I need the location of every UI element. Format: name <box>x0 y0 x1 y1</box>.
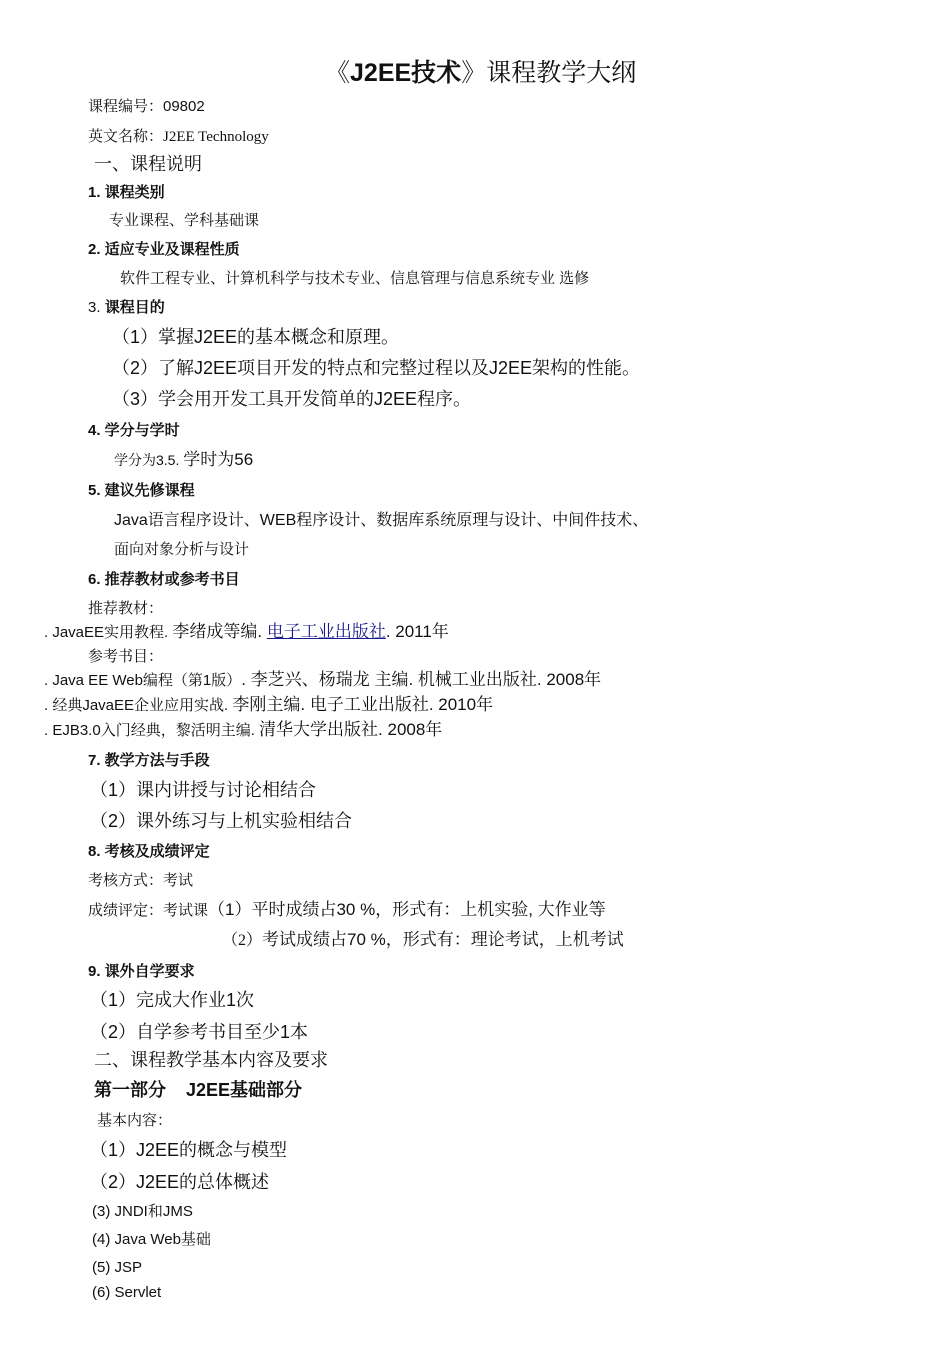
category-heading: 1. 课程类别 <box>88 184 165 201</box>
hours-value: 学时为56 <box>183 450 254 469</box>
credits-heading: 4. 学分与学时 <box>88 422 180 439</box>
title-bracket-open: 《 <box>325 60 351 87</box>
grade-regular: （1）平时成绩占30 %，形式有：上机实验, 大作业等 <box>208 900 606 919</box>
textbook-year: . 2011年 <box>385 622 449 641</box>
ref-books-label: 参考书目： <box>88 648 164 665</box>
assessment-heading: 8. 考核及成绩评定 <box>88 843 210 860</box>
objectives-title: 课程目的 <box>104 299 165 316</box>
objectives-heading <box>88 299 165 317</box>
grade-label: 成绩评定：考试课 <box>88 902 209 919</box>
textbook-author: 李绪成等编. <box>172 622 267 641</box>
method-item: （1）课内讲授与讨论相结合 <box>90 780 317 800</box>
part-title: 第一部分 J2EE基础部分 <box>94 1080 303 1100</box>
section-heading-1: 一、课程说明 <box>94 154 202 174</box>
ref-book-entry <box>44 720 442 740</box>
title-suffix: 课程教学大纲 <box>486 60 637 87</box>
applicable-text: 软件工程专业、计算机科学与技术专业、信息管理与信息系统专业 选修 <box>120 270 590 287</box>
self-study-item: （2）自学参考书目至少1本 <box>90 1022 309 1042</box>
prereq-heading: 5. 建议先修课程 <box>88 482 195 499</box>
content-item: (5) JSP <box>92 1259 143 1276</box>
ref-book-entry <box>44 695 493 715</box>
books-heading: 6. 推荐教材或参考书目 <box>88 571 240 588</box>
content-label: 基本内容： <box>97 1112 173 1129</box>
objective-item: （2）了解J2EE项目开发的特点和完整过程以及J2EE架构的性能。 <box>112 358 641 378</box>
textbook-publisher-link[interactable]: 电子工业出版社 <box>266 622 386 641</box>
section-heading-2: 二、课程教学基本内容及要求 <box>94 1050 328 1070</box>
assessment-method: 考核方式：考试 <box>88 872 194 889</box>
methods-heading: 7. 教学方法与手段 <box>88 752 210 769</box>
ref-book-title: . EJB3.0入门经典，黎活明主编. <box>44 722 260 739</box>
content-item: （2）J2EE的总体概述 <box>90 1172 270 1192</box>
content-item: （1）J2EE的概念与模型 <box>90 1140 288 1160</box>
document-title <box>325 58 636 89</box>
content-item: (4) Java Web基础 <box>92 1231 211 1248</box>
prereq-line: 面向对象分析与设计 <box>114 541 250 558</box>
grade-exam-number: （2） <box>222 932 263 949</box>
objective-item: （1）掌握J2EE的基本概念和原理。 <box>112 327 400 347</box>
textbook-entry <box>44 622 449 642</box>
category-text: 专业课程、学科基础课 <box>109 212 260 229</box>
ref-book-details: . 李芝兴、杨瑞龙 主编. 机械工业出版社. 2008年 <box>241 670 602 689</box>
english-name-label: 英文名称： <box>88 128 164 145</box>
grade-line-1 <box>88 900 606 920</box>
textbook-label: 推荐教材： <box>88 600 164 617</box>
english-name <box>88 128 269 146</box>
objectives-number: 3. <box>88 299 105 316</box>
english-name-value: J2EE Technology <box>163 129 269 145</box>
content-item: (6) Servlet <box>92 1284 162 1301</box>
credits-text <box>114 450 253 470</box>
title-course-name: J2EE技术 <box>350 59 462 87</box>
method-item: （2）课外练习与上机实验相结合 <box>90 811 353 831</box>
objective-item: （3）学会用开发工具开发简单的J2EE程序。 <box>112 389 472 409</box>
ref-book-details: 清华大学出版社. 2008年 <box>259 720 443 739</box>
self-study-item: （1）完成大作业1次 <box>90 990 255 1010</box>
prereq-line: Java语言程序设计、WEB程序设计、数据库系统原理与设计、中间件技术、 <box>114 512 649 529</box>
title-bracket-close: 》 <box>461 60 487 87</box>
ref-book-title: . Java EE Web编程（第1版） <box>44 672 242 689</box>
course-code: 课程编号：09802 <box>88 98 205 115</box>
textbook-title: . JavaEE实用教程. <box>44 624 173 641</box>
applicable-heading: 2. 适应专业及课程性质 <box>88 241 240 258</box>
grade-line-2 <box>222 930 624 950</box>
credits-value: 学分为3.5. <box>114 452 184 468</box>
content-item: (3) JNDI和JMS <box>92 1203 193 1220</box>
ref-book-entry <box>44 670 601 690</box>
self-study-heading: 9. 课外自学要求 <box>88 963 195 980</box>
ref-book-title: . 经典JavaEE企业应用实战. <box>44 697 233 714</box>
ref-book-details: 李刚主编. 电子工业出版社. 2010年 <box>232 695 494 714</box>
grade-exam: 考试成绩占70 %，形式有：理论考试，上机考试 <box>262 930 624 949</box>
